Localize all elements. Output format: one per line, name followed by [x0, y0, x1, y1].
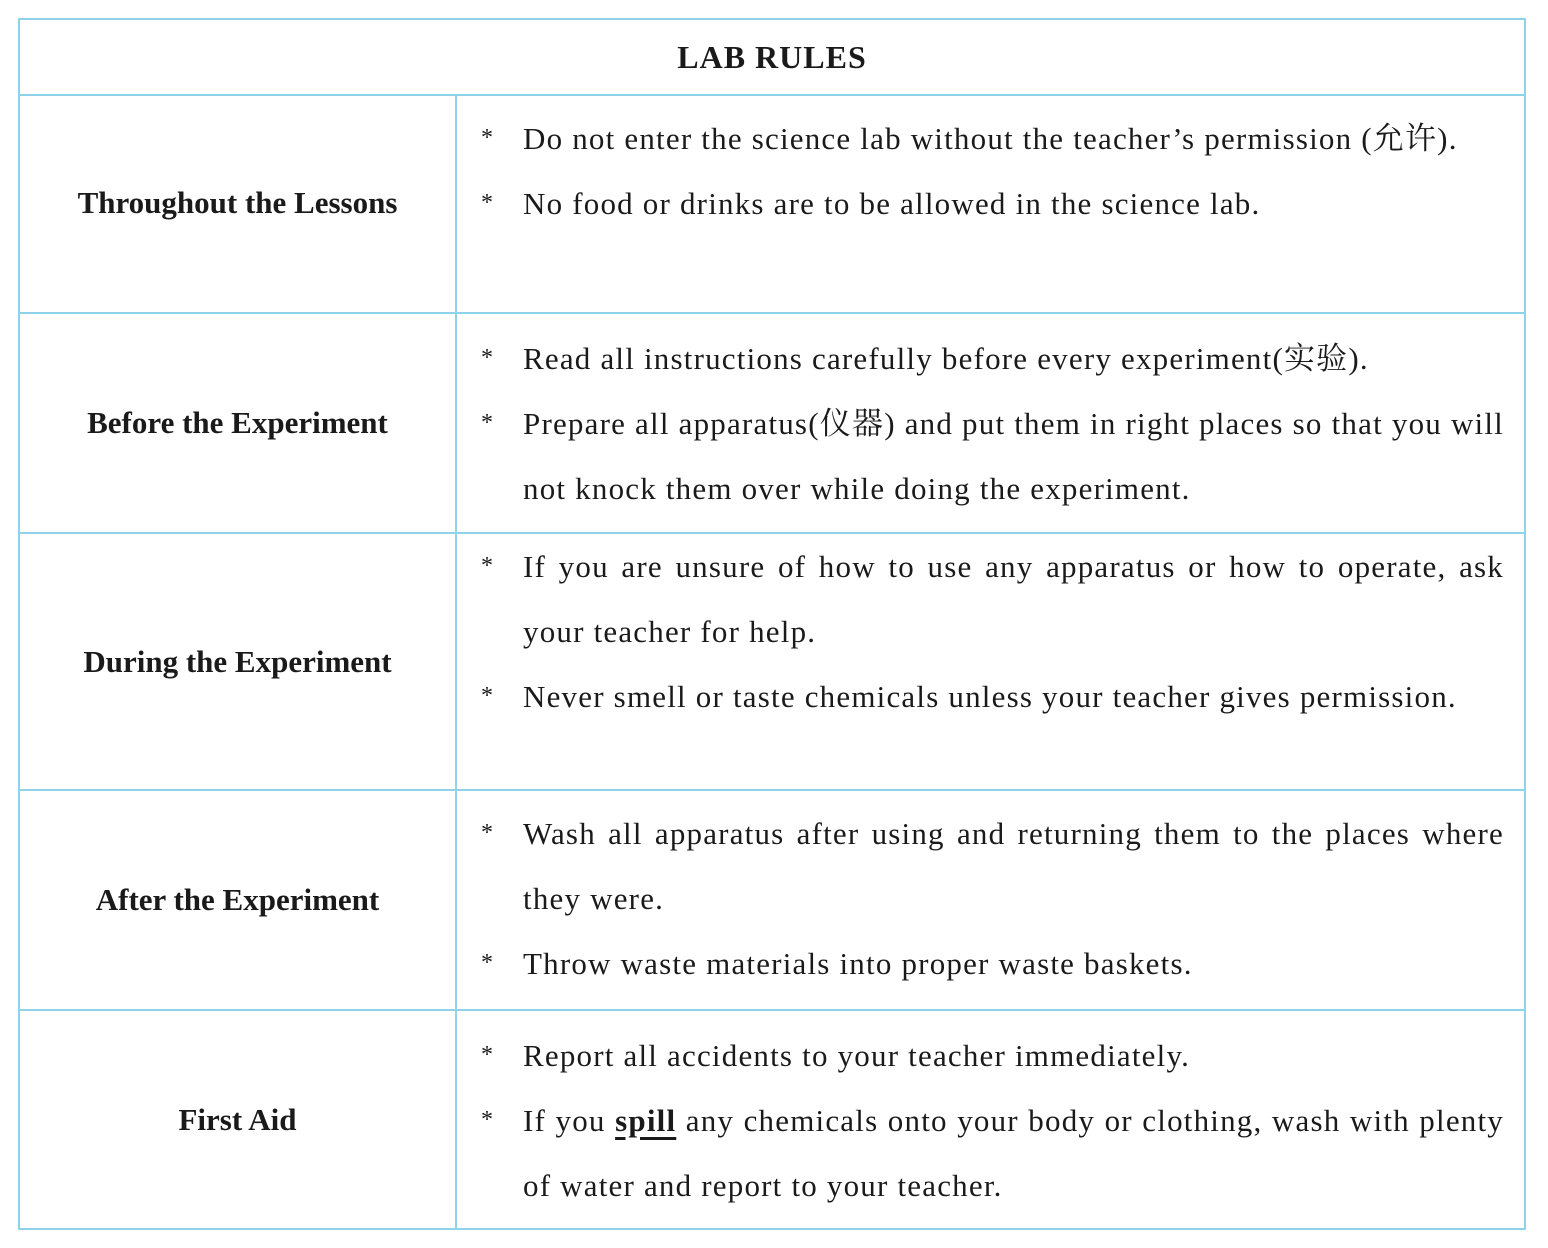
asterisk-icon: * — [481, 345, 495, 371]
rule-item — [481, 801, 1504, 931]
asterisk-icon: * — [481, 950, 495, 976]
lab-rules-table — [18, 18, 1526, 1230]
asterisk-icon: * — [481, 820, 495, 846]
section-label: During the Experiment — [83, 643, 392, 679]
rule-text: Report all accidents to your teacher immediately. — [523, 1038, 1191, 1073]
rule-text: No food or drinks are to be allowed in the science lab. — [523, 186, 1261, 221]
section-label-cell — [20, 314, 457, 532]
rules-cell — [457, 1011, 1524, 1228]
rule-text-before: If you — [523, 1103, 616, 1138]
rule-text: Prepare all apparatus(仪器) and put them in right places so that you will not knock them over while doing the experiment. — [523, 406, 1504, 506]
rule-text: Never smell or taste chemicals unless your teacher gives permission. — [523, 679, 1457, 714]
section-row-first-aid — [20, 1011, 1524, 1228]
rule-item — [481, 931, 1504, 996]
asterisk-icon: * — [481, 553, 495, 579]
rule-item — [481, 326, 1504, 391]
section-row-throughout — [20, 94, 1524, 314]
asterisk-icon: * — [481, 410, 495, 436]
rule-text-after: any chemicals onto your body or clothing, wash with plenty of water and report to your teacher. — [523, 1103, 1504, 1203]
rule-text: Wash all apparatus after using and returning them to the places where they were. — [523, 816, 1504, 916]
rule-item — [481, 1088, 1504, 1218]
rules-cell — [457, 314, 1524, 532]
section-label: Throughout the Lessons — [77, 185, 398, 220]
rules-cell — [457, 94, 1524, 312]
emphasized-word: spill — [615, 1103, 677, 1138]
title-row — [20, 20, 1524, 96]
section-label-cell — [20, 1011, 457, 1228]
asterisk-icon: * — [481, 190, 495, 216]
rule-item — [481, 534, 1504, 664]
section-label-cell — [20, 534, 457, 789]
rule-text: Read all instructions carefully before every experiment(实验). — [523, 341, 1369, 376]
section-row-during — [20, 534, 1524, 791]
section-label: First Aid — [178, 1101, 297, 1137]
section-row-after — [20, 791, 1524, 1011]
asterisk-icon: * — [481, 1107, 495, 1133]
rules-cell — [457, 534, 1524, 789]
asterisk-icon: * — [481, 683, 495, 709]
section-row-before — [20, 314, 1524, 534]
asterisk-icon: * — [481, 1042, 495, 1068]
asterisk-icon: * — [481, 125, 495, 151]
section-label: Before the Experiment — [87, 405, 388, 440]
table-title: LAB RULES — [677, 38, 867, 75]
rule-item — [481, 171, 1504, 236]
rule-text: Throw waste materials into proper waste baskets. — [523, 946, 1193, 981]
rules-cell — [457, 791, 1524, 1009]
section-label-cell — [20, 94, 457, 312]
rule-text: Do not enter the science lab without the teacher’s permission (允许). — [523, 121, 1458, 156]
section-label: After the Experiment — [95, 882, 380, 917]
rule-item — [481, 391, 1504, 521]
rule-item — [481, 664, 1504, 729]
rule-item — [481, 106, 1504, 171]
rule-text: If you are unsure of how to use any apparatus or how to operate, ask your teacher for help. — [523, 549, 1504, 649]
rule-item — [481, 1023, 1504, 1088]
section-label-cell — [20, 791, 457, 1009]
